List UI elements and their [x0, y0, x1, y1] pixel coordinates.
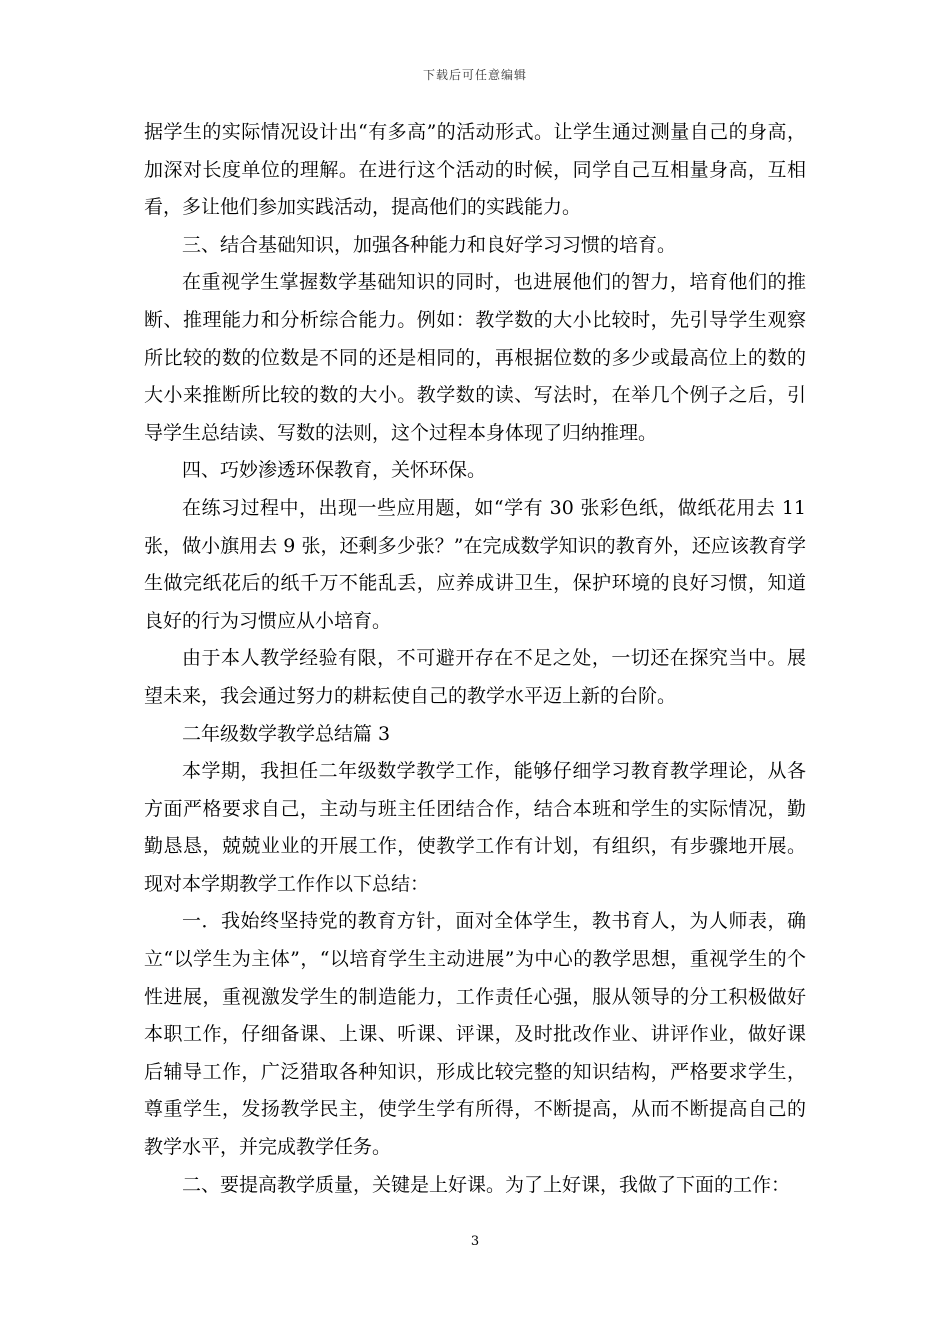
section-heading-4: 四、巧妙渗透环保教育，关怀环保。 [182, 459, 487, 482]
paragraph-7: 二、要提高教学质量，关键是上好课。为了上好课，我做了下面的工作： [182, 1173, 791, 1196]
paragraph-3: 在练习过程中，出现一些应用题，如“学有 30 张彩色纸，做纸花用去 11 张，做小旗用去 9 张，还剩多少张？”在完成数学知识的教育外，还应该教育学生做完纸花后的纸千万不能乱丢，应养成讲卫生，保护环境的良好习惯，知道良好的行为习惯应从小培育。 [144, 496, 806, 632]
paragraph-2: 在重视学生掌握数学基础知识的同时，也进展他们的智力，培育他们的推断、推理能力和分析综合能力。例如：教学数的大小比较时，先引导学生观察所比较的数的位数是不同的还是相同的，再根据位数的多少或最高位上的数的大小来推断所比较的数的大小。教学数的读、写法时，在举几个例子之后，引导学生总结读、写数的法则，这个过程本身体现了归纳推理。 [144, 271, 806, 444]
page-header: 下载后可任意编辑 [422, 68, 527, 82]
paragraph-1: 据学生的实际情况设计出“有多高”的活动形式。让学生通过测量自己的身高，加深对长度单位的理解。在进行这个活动的时候，同学自己互相量身高，互相看，多让他们参加实践活动，提高他们的实践能力。 [144, 121, 806, 219]
paragraph-4: 由于本人教学经验有限，不可避开存在不足之处，一切还在探究当中。展望未来，我会通过努力的耕耘使自己的教学水平迈上新的台阶。 [144, 647, 806, 707]
section-heading-3: 三、结合基础知识，加强各种能力和良好学习习惯的培育。 [182, 233, 677, 256]
paragraph-5: 本学期，我担任二年级数学教学工作，能够仔细学习教育教学理论，从各方面严格要求自己，主动与班主任团结合作，结合本班和学生的实际情况，勤勤恳恳，兢兢业业的开展工作，使教学工作有计划，有组织，有步骤地开展。现对本学期教学工作作以下总结： [144, 760, 806, 895]
article-title: 二年级数学教学总结篇 3 [182, 722, 391, 745]
page-number: 3 [470, 1234, 480, 1249]
document-body [144, 114, 806, 1204]
paragraph-6: 一．我始终坚持党的教育方针，面对全体学生，教书育人，为人师表，确立“以学生为主体”，“以培育学生主动进展”为中心的教学思想，重视学生的个性进展，重视激发学生的制造能力，工作责任心强，服从领导的分工积极做好本职工作，仔细备课、上课、听课、评课，及时批改作业、讲评作业，做好课后辅导工作，广泛猎取各种知识，形成比较完整的知识结构，严格要求学生，尊重学生，发扬教学民主，使学生学有所得，不断提高，从而不断提高自己的教学水平，并完成教学任务。 [144, 910, 806, 1159]
